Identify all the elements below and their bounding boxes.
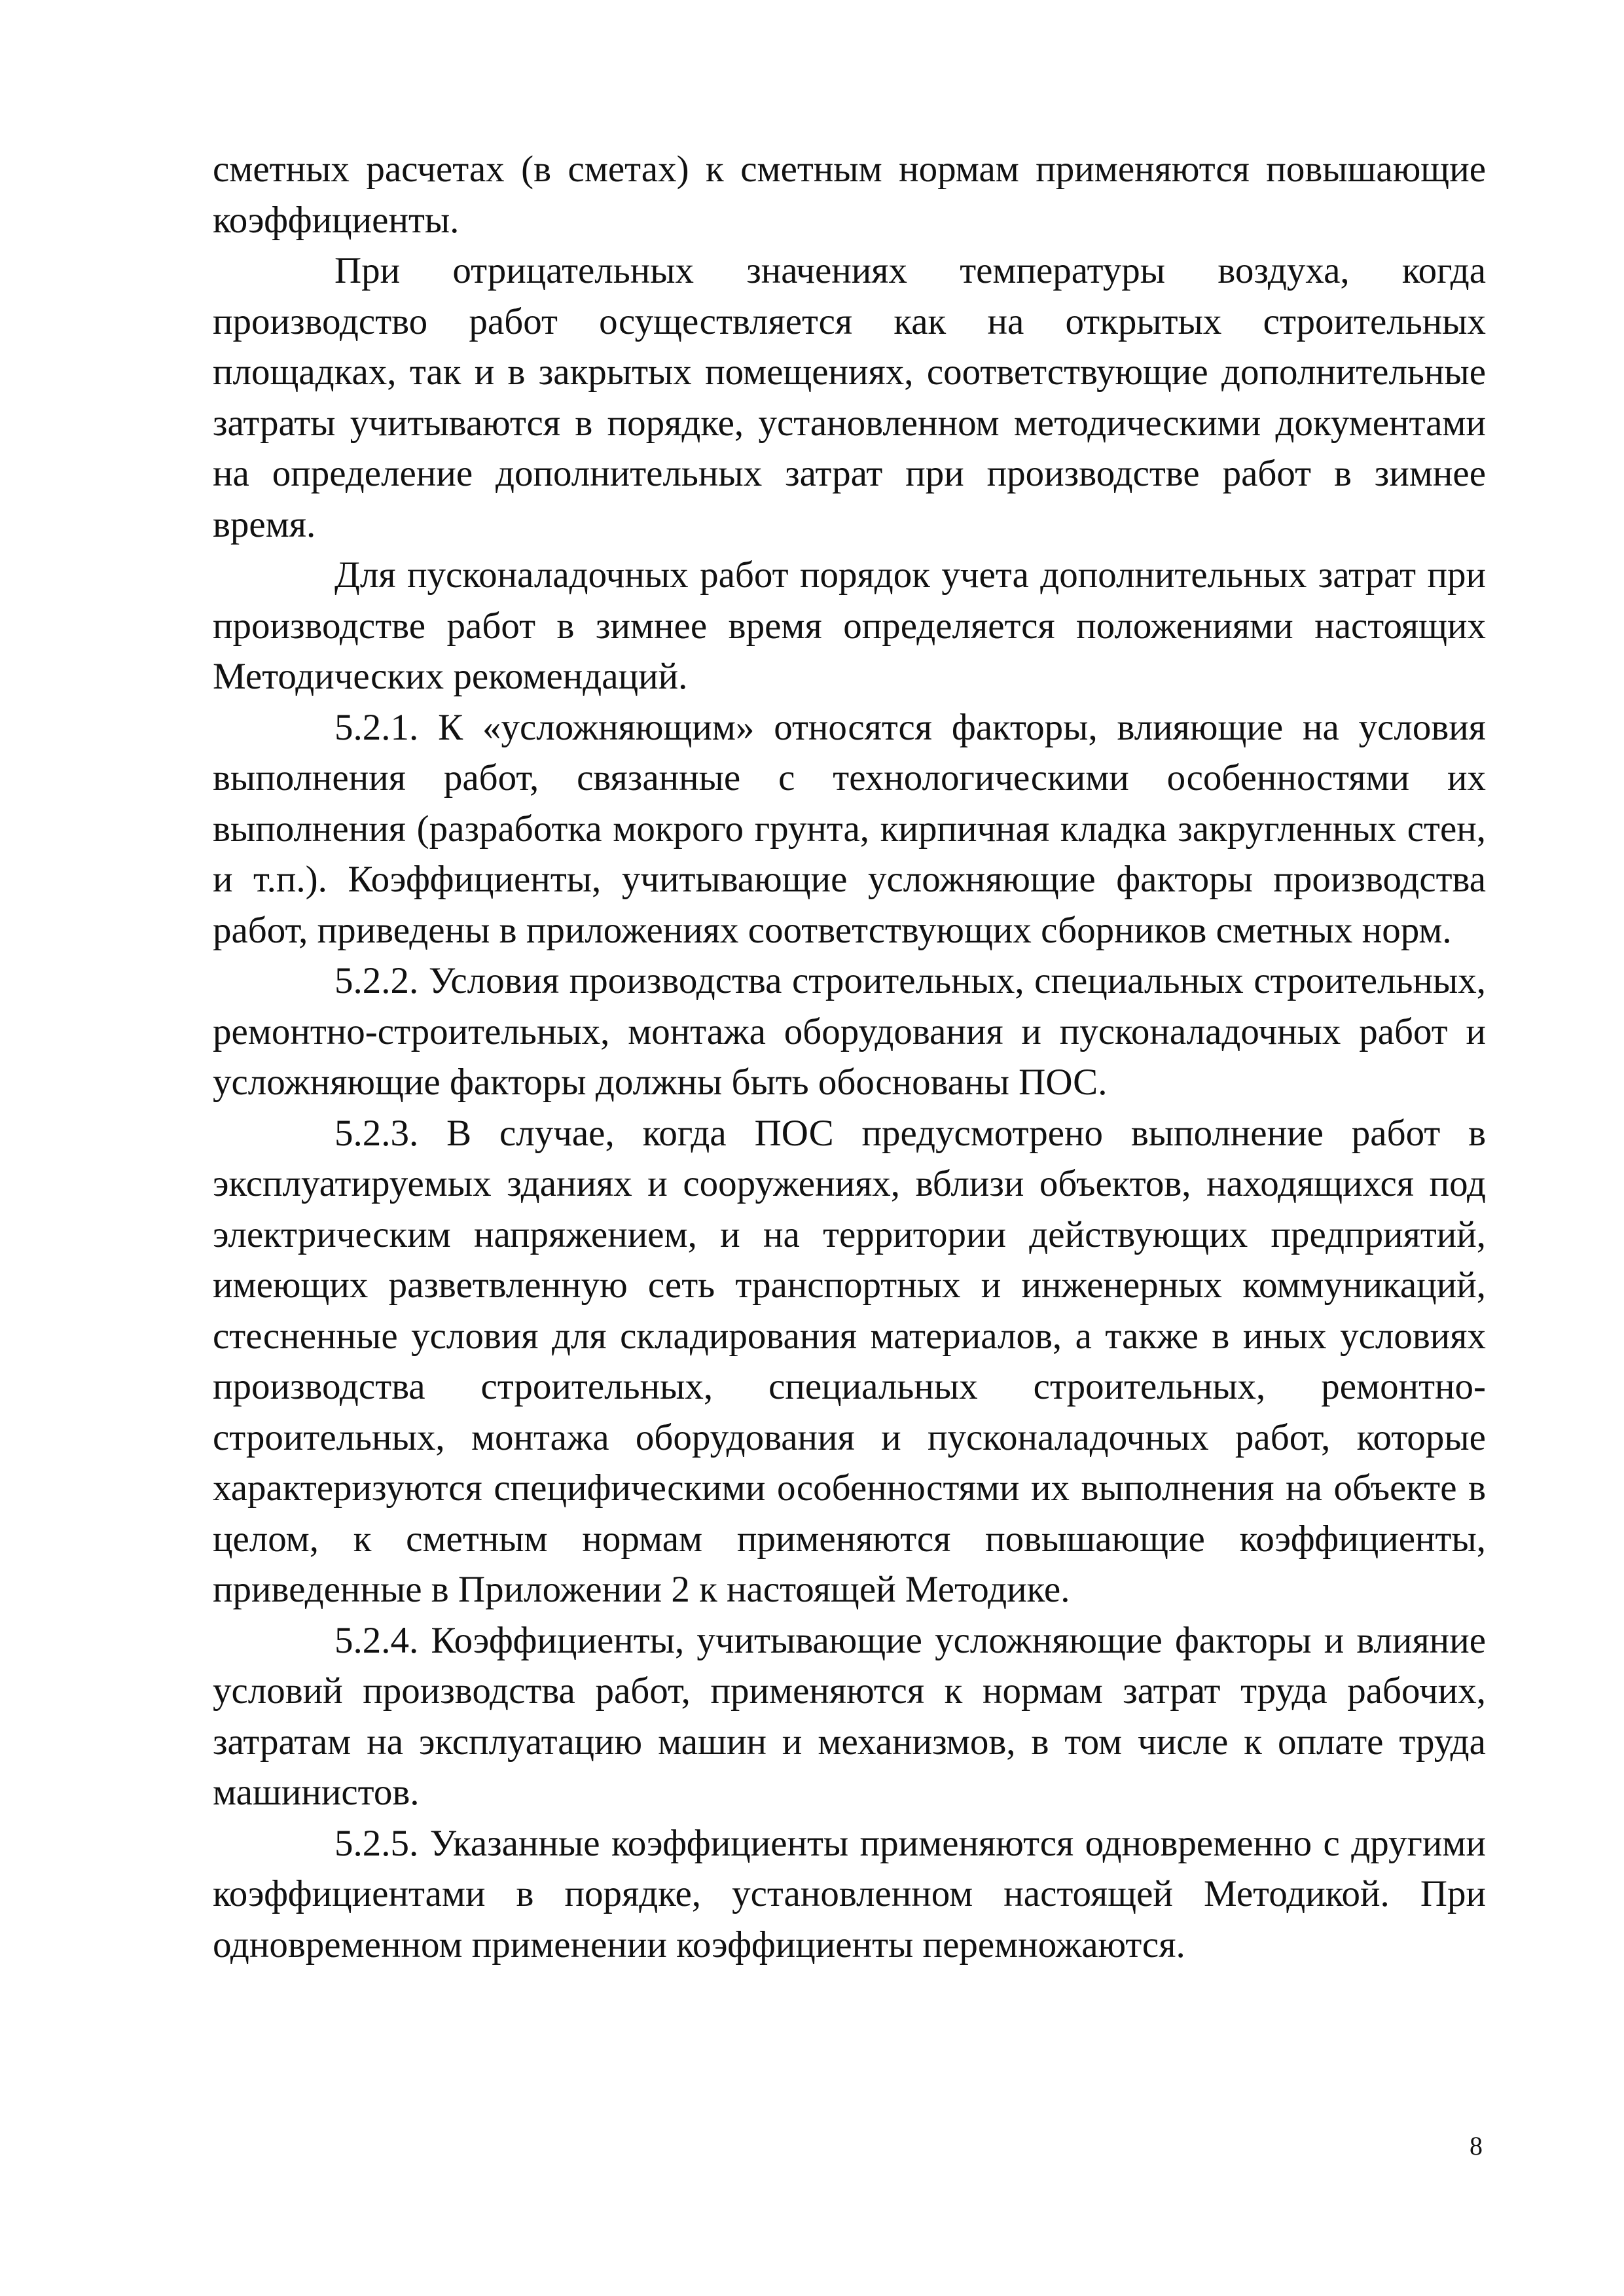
document-body: [213, 144, 1486, 1970]
paragraph-5-2-5: 5.2.5. Указанные коэффициенты применяются одновременно с другими коэффициентами в порядке, установленном настоящей Методикой. При одновременном применении коэффициенты перемножаются.: [213, 1822, 1486, 1965]
paragraph-5-2-1: 5.2.1. К «усложняющим» относятся факторы, влияющие на условия выполнения работ, связанные с технологическими особенностями их выполнения (разработка мокрого грунта, кирпичная кладка закругленных стен, и т.п.). Коэффициенты, учитывающие усложняющие факторы производства работ, приведены в приложениях соответствующих сборников сметных норм.: [213, 706, 1486, 951]
paragraph-5-2-4: 5.2.4. Коэффициенты, учитывающие усложняющие факторы и влияние условий производства работ, применяются к нормам затрат труда рабочих, затратам на эксплуатацию машин и механизмов, в том числе к оплате труда машинистов.: [213, 1619, 1486, 1813]
paragraph-5-2-3: 5.2.3. В случае, когда ПОС предусмотрено выполнение работ в эксплуатируемых зданиях и сооружениях, вблизи объектов, находящихся под электрическим напряжением, и на территории действующих предприятий, имеющих разветвленную сеть транспортных и инженерных коммуникаций, стесненные условия для складирования материалов, а также в иных условиях производства строительных, специальных строительных, ремонтно-строительных, монтажа оборудования и пусконаладочных работ, которые характеризуются специфическими особенностями их выполнения на объекте в целом, к сметным нормам применяются повышающие коэффициенты, приведенные в Приложении 2 к настоящей Методике.: [213, 1112, 1486, 1610]
paragraph-commissioning: Для пусконаладочных работ порядок учета дополнительных затрат при производстве работ в зимнее время определяется положениями настоящих Методических рекомендаций.: [213, 554, 1486, 697]
paragraph-5-2-2: 5.2.2. Условия производства строительных, специальных строительных, ремонтно-строительных, монтажа оборудования и пусконаладочных работ и усложняющие факторы должны быть обоснованы ПОС.: [213, 960, 1486, 1103]
page-number: 8: [1470, 2131, 1483, 2161]
paragraph-winter-conditions: При отрицательных значениях температуры воздуха, когда производство работ осуществляется как на открытых строительных площадках, так и в закрытых помещениях, соответствующие дополнительные затраты учитываются в порядке, установленном методическими документами на определение дополнительных затрат при производстве работ в зимнее время.: [213, 250, 1486, 545]
paragraph-continuation: сметных расчетах (в сметах) к сметным нормам применяются повышающие коэффициенты.: [213, 149, 1486, 241]
